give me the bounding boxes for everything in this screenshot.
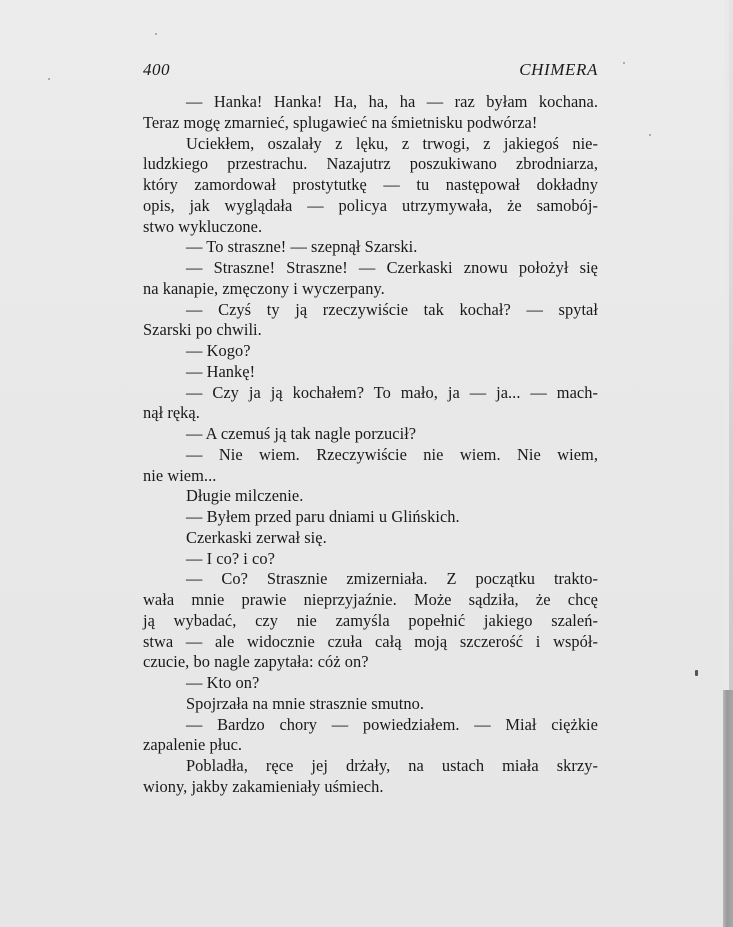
text-line: — Nie wiem. Rzeczywiście nie wiem. Nie wiem, — [186, 444, 598, 464]
text-line: — Byłem przed paru dniami u Glińskich. — [186, 507, 460, 526]
text-line: Pobladła, ręce jej drżały, na ustach miała skrzy- — [186, 756, 598, 775]
text-line: — To straszne! — szepnął Szarski. — [186, 237, 418, 257]
text-line: wiony, jakby zakamieniały uśmiech. — [143, 776, 384, 796]
text-line: — Kto on? — [186, 673, 260, 692]
text-line: ludzkiego przestrachu. Nazajutrz poszukiwano zbrodniarza, — [143, 154, 598, 174]
text-line: zapalenie płuc. — [143, 735, 243, 755]
text-line: nął ręką. — [143, 403, 200, 423]
page-edge-shadow — [723, 690, 733, 927]
page-edge-shadow — [729, 0, 733, 690]
text-line: Czerkaski zerwał się. — [186, 527, 327, 547]
text-line: — A czemuś ją tak nagle porzucił? — [186, 424, 417, 443]
text-line: — I co? i co? — [186, 548, 275, 568]
text-line: stwa — ale widocznie czuła całą moją szczerość i współ- — [143, 631, 598, 651]
paper-speck — [695, 670, 698, 676]
text-line: — Straszne! Straszne! — Czerkaski znowu położył się — [186, 258, 598, 277]
text-line: opis, jak wyglądała — policya utrzymywała, że samobój- — [143, 195, 598, 215]
text-line: — Hanka! Hanka! Ha, ha, ha — raz byłam kochana. — [186, 92, 598, 111]
body-text — [143, 92, 598, 798]
text-line: który zamordował prostytutkę — tu następował dokładny — [143, 175, 598, 194]
text-line: — Hankę! — [186, 361, 256, 381]
paper-speck — [48, 78, 50, 80]
text-line: wała mnie prawie nieprzyjaźnie. Może sądziła, że chcę — [143, 590, 598, 609]
text-line: — Czy ja ją kochałem? To mało, ja — ja... — mach- — [186, 382, 598, 402]
text-line: — Co? Strasznie zmizerniała. Z początku trakto- — [186, 569, 598, 589]
text-line: na kanapie, zmęczony i wyczerpany. — [143, 278, 385, 298]
text-line: ją wybadać, czy nie zamyśla popełnić jakiego szaleń- — [143, 610, 598, 630]
paper-speck — [623, 62, 625, 64]
text-line: stwo wykluczone. — [143, 216, 263, 236]
text-line: Szarski po chwili. — [143, 320, 262, 340]
text-line: czucie, bo nagle zapytała: cóż on? — [143, 652, 369, 672]
text-line: nie wiem... — [143, 465, 217, 485]
paper-speck — [155, 33, 157, 35]
text-line: Spojrzała na mnie strasznie smutno. — [186, 693, 424, 713]
text-line: Długie milczenie. — [186, 486, 304, 506]
text-line: Teraz mogę zmarnieć, splugawieć na śmietnisku podwórza! — [143, 112, 538, 132]
text-line: — Czyś ty ją rzeczywiście tak kochał? — spytał — [186, 299, 598, 319]
text-line: — Kogo? — [186, 341, 251, 360]
text-line: — Bardzo chory — powiedziałem. — Miał ciężkie — [186, 714, 598, 734]
page-header — [143, 60, 598, 86]
paper-speck — [649, 134, 651, 136]
running-title: CHIMERA — [519, 60, 598, 79]
page-number: 400 — [143, 60, 170, 79]
text-line: Uciekłem, oszalały z lęku, z trwogi, z jakiegoś nie- — [186, 133, 598, 153]
